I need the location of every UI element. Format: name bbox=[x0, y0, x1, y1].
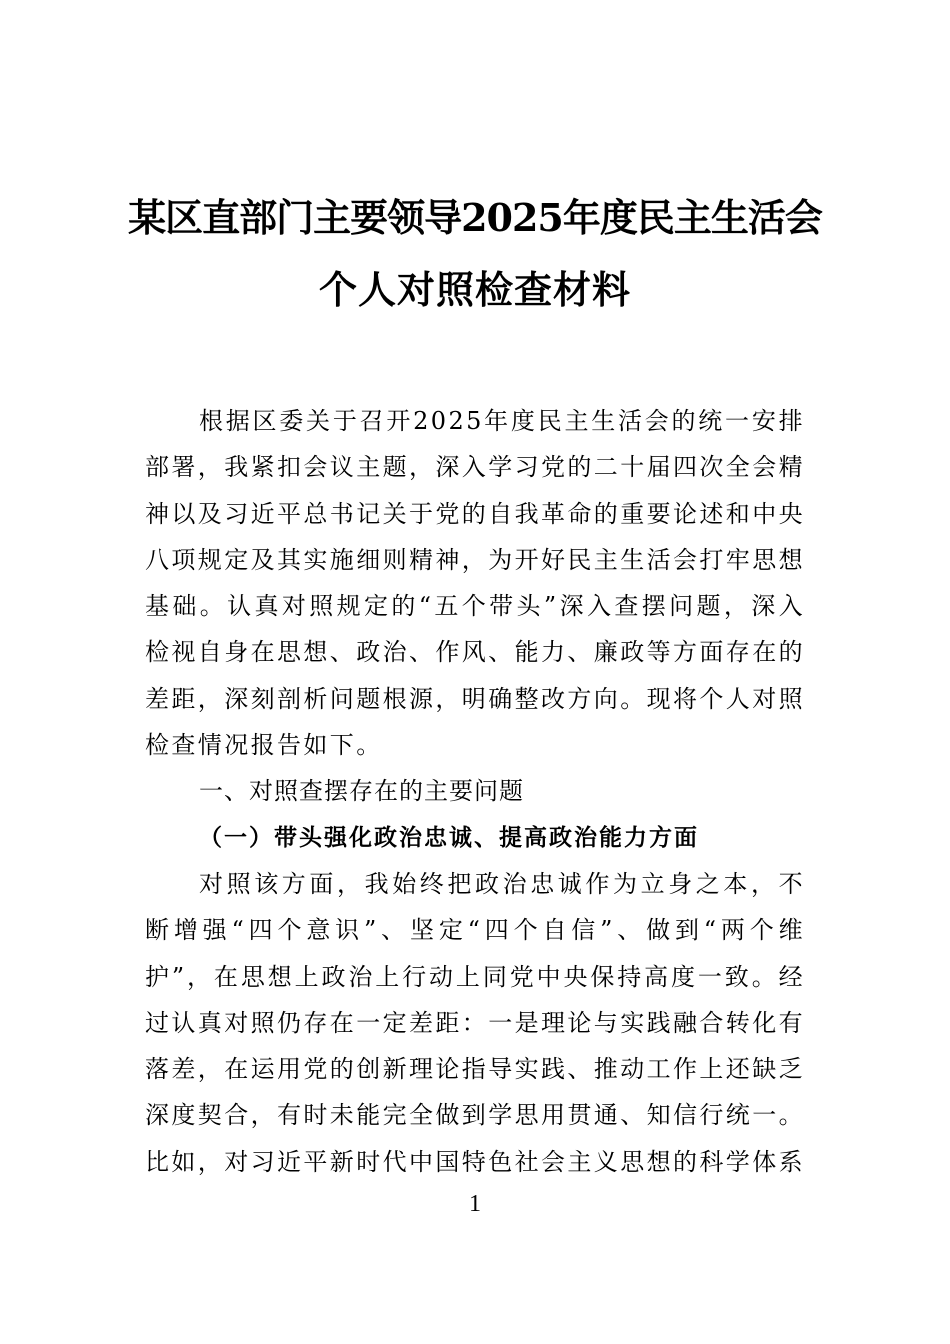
document-title-line-2: 个人对照检查材料 bbox=[318, 267, 631, 312]
document-body bbox=[145, 398, 805, 1185]
page-number: 1 bbox=[469, 1191, 481, 1217]
intro-paragraph: 根据区委关于召开2025年度民主生活会的统一安排部署，我紧扣会议主题，深入学习党的二十届四次全会精神以及习近平总书记关于党的自我革命的重要论述和中央八项规定及其实施细则精神，为开好民主生活会打牢思想基础。认真对照规定的“五个带头”深入查摆问题，深入检视自身在思想、政治、作风、能力、廉政等方面存在的差距，深刻剖析问题根源，明确整改方向。现将个人对照检查情况报告如下。 bbox=[145, 407, 805, 760]
subsection-paragraph: 对照该方面，我始终把政治忠诚作为立身之本，不断增强“四个意识”、坚定“四个自信”、做到“两个维护”，在思想上政治上行动上同党中央保持高度一致。经过认真对照仍存在一定差距：一是理论与实践融合转化有落差，在运用党的创新理论指导实践、推动工作上还缺乏深度契合，有时未能完全做到学思用贯通、知信行统一。比如，对习近平新时代中国特色社会主义思想的科学体系 bbox=[145, 869, 805, 1176]
section-heading: 一、对照查摆存在的主要问题 bbox=[199, 777, 524, 806]
subsection-heading: （一）带头强化政治忠诚、提高政治能力方面 bbox=[199, 823, 699, 851]
document-title-line-1: 某区直部门主要领导2025年度民主生活会 bbox=[128, 195, 822, 240]
